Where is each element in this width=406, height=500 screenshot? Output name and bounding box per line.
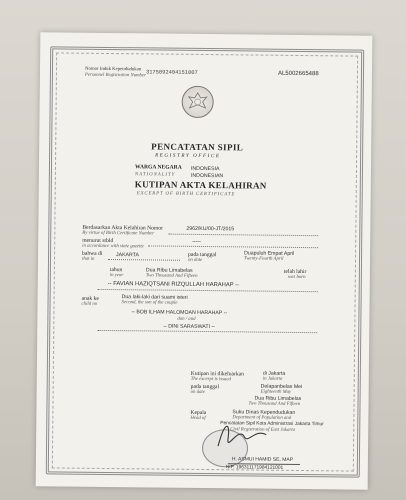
- stbld-value: -----: [192, 238, 201, 245]
- official-nip: NIP. 196311171984121001: [225, 465, 284, 471]
- tahun-label: tahun: [109, 267, 123, 274]
- title-registry-office: REGISTRY OFFICE: [155, 153, 221, 160]
- child-name: -- FAVIAN HAZIQTSANI RIZQULLAH HARAHAP --: [107, 280, 239, 289]
- issue-on-date-label: on date: [190, 389, 205, 396]
- warga-negara-value: INDONESIA: [190, 165, 220, 173]
- title-excerpt: EXCERPT OF BIRTH CERTIFICATE: [136, 191, 236, 198]
- official-name: H. ASMUI HAMID SE, MAP: [231, 456, 294, 463]
- that-in-label: that in: [81, 256, 95, 262]
- was-born-label: was born: [287, 274, 306, 281]
- akta-number-value: 2962/KU/00-JT/2015: [186, 225, 235, 233]
- reg-label: Nomor Induk Kependudukan: [84, 66, 142, 73]
- warga-negara-label: WARGA NEGARA: [134, 164, 182, 171]
- berdasarkan-label: Berdasarkan Akta Kelahiran Nomor: [82, 224, 163, 232]
- bahwa-di-label: bahwa di: [82, 250, 103, 257]
- in-year-label: in year: [109, 273, 124, 279]
- anak-ke-label: anak ke: [81, 295, 99, 302]
- title-pencatatan-sipil: PENCATATAN SIPIL: [151, 141, 244, 153]
- nationality-value: INDONESIAN: [190, 172, 224, 180]
- kutipan-ini-label: Kutipan ini dikeluarkan: [190, 370, 244, 378]
- issue-year-id: Dua Ribu Limabelas: [254, 395, 302, 403]
- document-number: AL5002665488: [277, 70, 319, 78]
- dan-label: dan / and: [177, 316, 196, 322]
- by-virtue-label: By virtue of Birth Certificate Number: [82, 230, 155, 237]
- head-of-label: Head of: [190, 415, 206, 422]
- birth-certificate-document: [36, 32, 373, 489]
- pencatatan-line: Pencatatan Sipil Kota Administrasi Jakarta Timur: [220, 421, 324, 428]
- office-en: Department of Population and: [232, 415, 292, 421]
- child-no-label: child no: [81, 301, 98, 307]
- birth-year-id: Dua Ribu Limabelas: [145, 267, 193, 274]
- accordance-label: in accordance with state gazette: [82, 243, 144, 250]
- issue-date-en: Eighteenth May: [260, 389, 292, 395]
- menurut-label: menurut stbld: [82, 237, 114, 245]
- issue-place-id: di Jakarta: [262, 370, 286, 377]
- garuda-seal-icon: [181, 86, 213, 118]
- anak-ke-value-id: Dua laki-laki dari suami isteri: [121, 294, 188, 301]
- birth-year-en: Two Thousand And Fifteen: [145, 273, 198, 279]
- on-date-label: on date: [187, 257, 203, 263]
- place-value: JAKARTA: [116, 252, 139, 259]
- reg-label-en: Personnel Registration Number: [84, 72, 146, 79]
- office-id: Suku Dinas Kependudukan: [232, 409, 296, 416]
- telah-lahir-label: telah lahir: [283, 268, 307, 276]
- registration-number: 3175092404151007: [145, 69, 198, 76]
- nationality-label: NATIONALITY: [134, 172, 176, 178]
- excerpt-issued-label: The excerpt is issued: [190, 376, 231, 383]
- father-name: -- BOB ILHAM HALOMOAN HARAHAP --: [131, 309, 228, 317]
- birth-date-en: Twenty-Fourth April: [243, 256, 284, 262]
- pada-tanggal-label: pada tanggal: [188, 251, 217, 259]
- issue-date-id: Delapanbelas Mei: [260, 383, 303, 391]
- signature-icon: [214, 416, 274, 457]
- title-kutipan-akta: KUTIPAN AKTA KELAHIRAN: [134, 179, 267, 191]
- issue-year-en: Two Thousand And Fifteen: [248, 401, 301, 408]
- birth-date-id: Duapuluh Empat April: [244, 250, 295, 257]
- kepala-label: Kepala: [190, 409, 207, 417]
- civil-registration-line: Civil Registration of East Jakarta: [230, 427, 296, 433]
- issue-pada-tanggal-label: pada tanggal: [190, 383, 220, 391]
- anak-ke-value-en: Second, the son of the couple: [121, 300, 178, 306]
- issue-place-en: in Jakarta: [262, 376, 283, 382]
- mother-name: -- DINI SARASWATI --: [163, 323, 215, 331]
